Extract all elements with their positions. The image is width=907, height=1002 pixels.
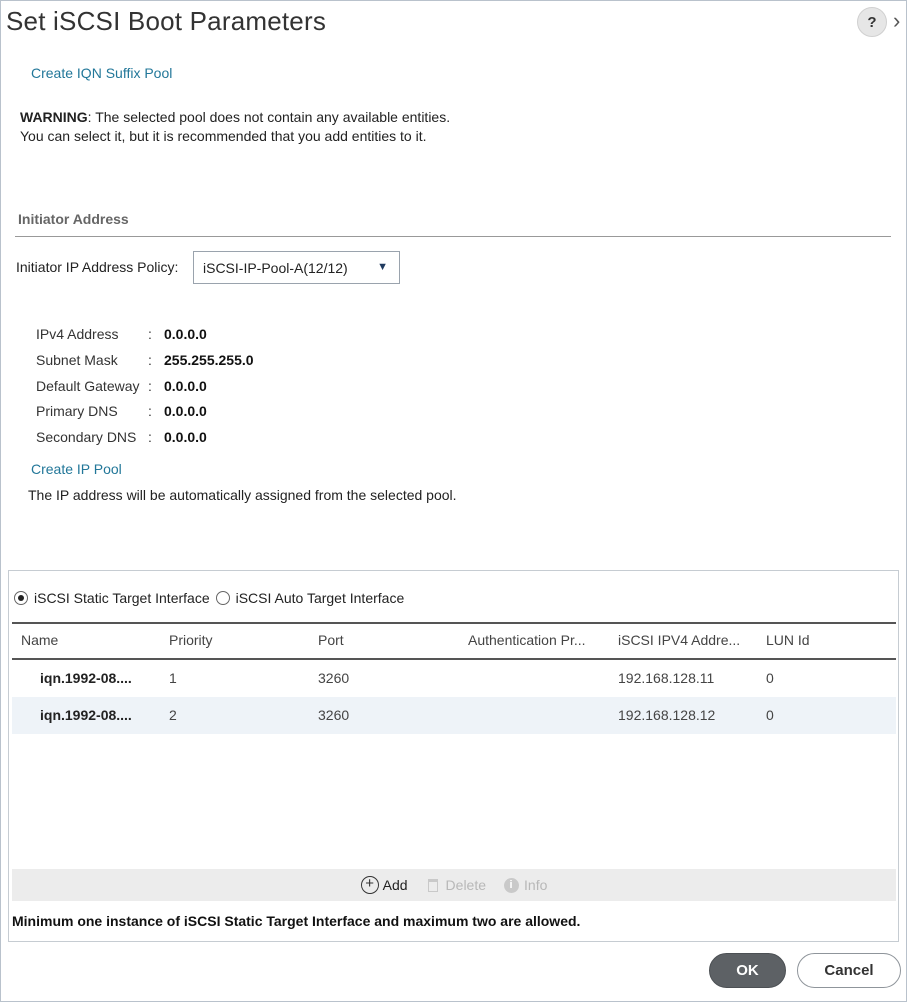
column-header-port[interactable]: Port bbox=[318, 632, 344, 648]
delete-button-label: Delete bbox=[445, 877, 487, 893]
row-ip: 192.168.128.12 bbox=[618, 707, 716, 723]
ip-policy-select[interactable] bbox=[193, 251, 400, 284]
column-header-priority[interactable]: Priority bbox=[169, 632, 213, 648]
row-name: iqn.1992-08.... bbox=[40, 670, 132, 686]
field-value: 0.0.0.0 bbox=[164, 403, 207, 419]
row-priority: 1 bbox=[169, 670, 177, 686]
row-name: iqn.1992-08.... bbox=[40, 707, 132, 723]
table-header bbox=[12, 624, 896, 658]
field-label: Default Gateway bbox=[36, 378, 140, 394]
warning-text: : The selected pool does not contain any available entities. bbox=[87, 109, 451, 125]
ip-policy-value: iSCSI-IP-Pool-A(12/12) bbox=[203, 259, 348, 276]
add-circle-icon: + bbox=[361, 876, 379, 894]
create-ip-pool-link[interactable]: Create IP Pool bbox=[31, 461, 122, 477]
info-button[interactable] bbox=[502, 876, 547, 894]
secondary-dns-field: Secondary DNS : 0.0.0.0 bbox=[36, 429, 207, 445]
auto-assign-note: The IP address will be automatically assigned from the selected pool. bbox=[28, 487, 457, 503]
row-priority: 2 bbox=[169, 707, 177, 723]
field-value: 255.255.255.0 bbox=[164, 352, 254, 368]
static-target-radio[interactable] bbox=[14, 591, 28, 605]
field-label: Secondary DNS bbox=[36, 429, 137, 445]
warning-text-line2: You can select it, but it is recommended that you add entities to it. bbox=[20, 128, 427, 144]
target-limit-note: Minimum one instance of iSCSI Static Target Interface and maximum two are allowed. bbox=[12, 913, 581, 929]
target-interface-panel bbox=[8, 570, 899, 942]
row-port: 3260 bbox=[318, 670, 350, 686]
subnet-mask-field: Subnet Mask : 255.255.255.0 bbox=[36, 352, 254, 368]
field-label: Primary DNS bbox=[36, 403, 118, 419]
trash-icon bbox=[424, 876, 442, 894]
table-row[interactable] bbox=[12, 697, 896, 734]
field-label: IPv4 Address bbox=[36, 326, 119, 342]
initiator-address-heading: Initiator Address bbox=[18, 211, 129, 227]
cancel-button[interactable]: Cancel bbox=[797, 953, 901, 988]
field-label: Subnet Mask bbox=[36, 352, 118, 368]
add-button-label: Add bbox=[382, 877, 408, 893]
table-row[interactable] bbox=[12, 660, 896, 697]
help-button[interactable]: ? bbox=[857, 7, 887, 37]
dialog-title: Set iSCSI Boot Parameters bbox=[6, 6, 327, 36]
default-gateway-field: Default Gateway : 0.0.0.0 bbox=[36, 378, 207, 394]
delete-button[interactable] bbox=[424, 876, 486, 894]
column-header-name[interactable]: Name bbox=[21, 632, 59, 648]
ipv4-address-field: IPv4 Address : 0.0.0.0 bbox=[36, 326, 207, 342]
warning-label: WARNING bbox=[20, 109, 88, 125]
row-ip: 192.168.128.11 bbox=[618, 670, 715, 686]
add-button[interactable] bbox=[361, 876, 408, 894]
warning-message bbox=[20, 108, 450, 146]
row-lun: 0 bbox=[766, 670, 774, 686]
field-value: 0.0.0.0 bbox=[164, 378, 207, 394]
row-lun: 0 bbox=[766, 707, 774, 723]
column-header-authentication[interactable]: Authentication Pr... bbox=[468, 632, 586, 648]
info-button-label: Info bbox=[524, 877, 548, 893]
auto-target-radio-label[interactable]: iSCSI Auto Target Interface bbox=[235, 590, 405, 606]
info-icon: i bbox=[502, 876, 520, 894]
close-icon[interactable]: › bbox=[893, 8, 901, 33]
column-header-ipv4-address[interactable]: iSCSI IPV4 Addre... bbox=[618, 632, 741, 648]
target-type-radio-group bbox=[14, 590, 404, 606]
field-value: 0.0.0.0 bbox=[164, 429, 207, 445]
auto-target-radio[interactable] bbox=[216, 591, 230, 605]
table-toolbar bbox=[12, 869, 896, 901]
section-divider bbox=[15, 236, 891, 237]
ip-policy-label: Initiator IP Address Policy: bbox=[16, 259, 179, 275]
ok-button[interactable]: OK bbox=[709, 953, 786, 988]
create-iqn-suffix-pool-link[interactable]: Create IQN Suffix Pool bbox=[31, 65, 173, 81]
primary-dns-field: Primary DNS : 0.0.0.0 bbox=[36, 403, 207, 419]
row-port: 3260 bbox=[318, 707, 350, 723]
field-value: 0.0.0.0 bbox=[164, 326, 207, 342]
column-header-lun-id[interactable]: LUN Id bbox=[766, 632, 810, 648]
static-target-radio-label[interactable]: iSCSI Static Target Interface bbox=[34, 590, 210, 606]
dropdown-caret-icon: ▼ bbox=[377, 261, 388, 273]
